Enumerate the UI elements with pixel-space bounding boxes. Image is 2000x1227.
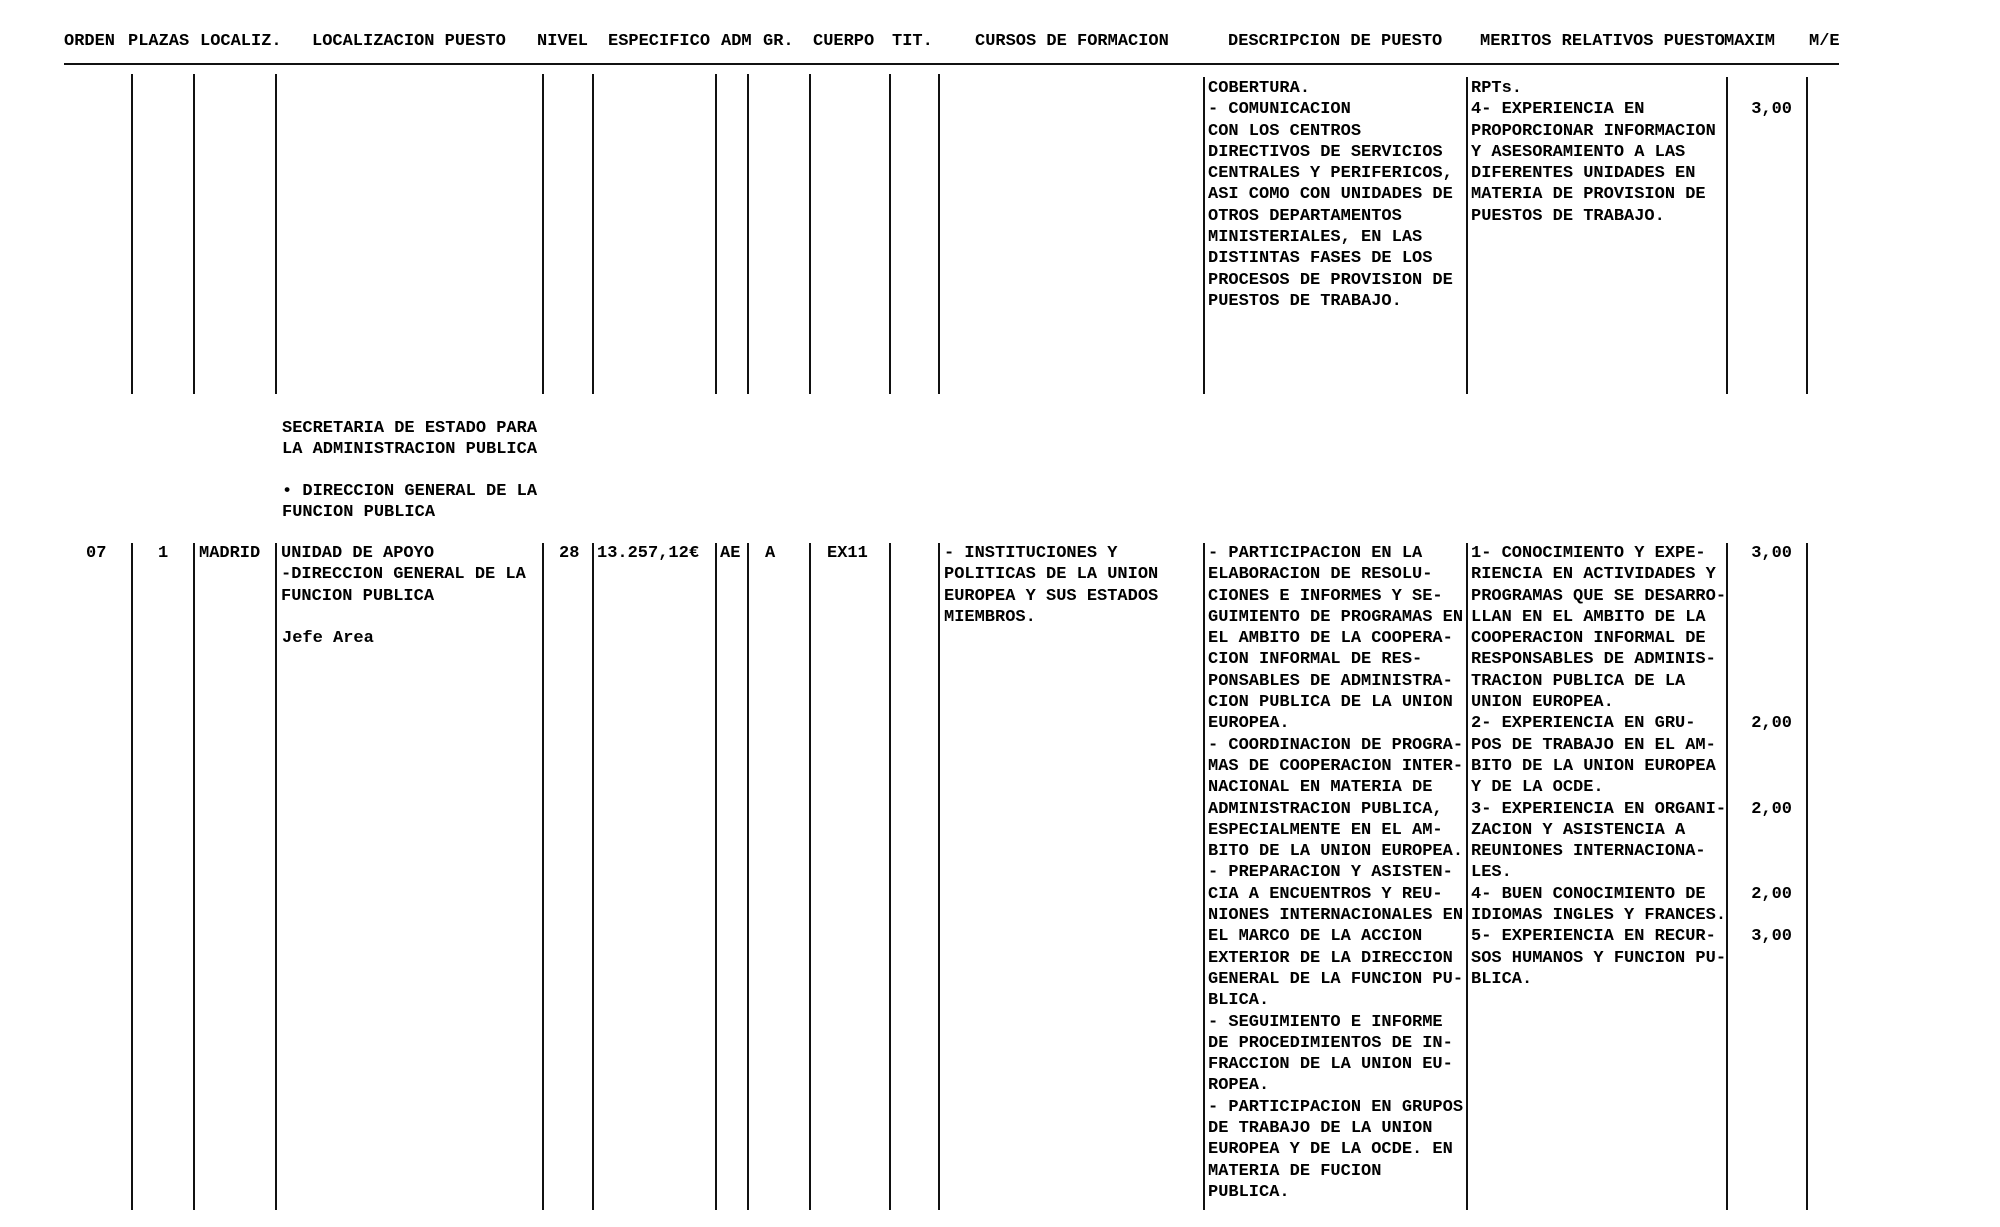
col-header-tit: TIT. (892, 32, 933, 51)
text-line: GENERAL DE LA FUNCION PU- (1208, 969, 1464, 989)
maxim-blank (1730, 692, 1792, 713)
maxim-blank (1730, 735, 1792, 756)
text-line: DISTINTAS FASES DE LOS (1208, 249, 1433, 269)
text-line: PUESTOS DE TRABAJO. (1471, 206, 1665, 226)
col-header-meritos: MERITOS RELATIVOS PUESTO (1480, 32, 1725, 51)
maxim-blank (1730, 756, 1792, 777)
cell-maxim (1730, 543, 1792, 990)
text-line: FUNCION PUBLICA (282, 503, 436, 523)
cell-gr: A (765, 544, 776, 563)
col-header-maxim: MAXIM (1724, 32, 1776, 51)
cell-cursos (944, 543, 1158, 628)
text-line: ESPECIALMENTE EN EL AM- (1208, 820, 1443, 840)
text-line: ADMINISTRACION PUBLICA, (1208, 799, 1443, 819)
maxim-blank (1730, 671, 1792, 692)
text-line: PUBLICA. (1208, 1182, 1290, 1202)
text-line: EUROPEA Y SUS ESTADOS (944, 586, 1159, 606)
text-line: ZACION Y ASISTENCIA A (1471, 820, 1686, 840)
column-divider (747, 543, 749, 1210)
text-line: PUESTOS DE TRABAJO. (1208, 291, 1402, 311)
maxim-blank (1730, 184, 1792, 205)
col-header-orden: ORDEN (64, 32, 116, 51)
text-line: SECRETARIA DE ESTADO PARA (282, 419, 538, 438)
column-divider (1806, 543, 1808, 1210)
maxim-blank (1730, 586, 1792, 607)
maxim-value: 3,00 (1751, 544, 1792, 563)
text-line: MAS DE COOPERACION INTER- (1208, 756, 1464, 776)
column-divider (1203, 543, 1205, 1210)
text-line: 5- EXPERIENCIA EN RECUR- (1471, 927, 1716, 947)
text-line: OTROS DEPARTAMENTOS (1208, 206, 1402, 226)
text-line: FRACCION DE LA UNION EU- (1208, 1055, 1453, 1075)
text-line: 4- BUEN CONOCIMIENTO DE (1471, 884, 1706, 904)
text-line: UNION EUROPEA. (1471, 693, 1614, 713)
text-line: DIRECTIVOS DE SERVICIOS (1208, 142, 1443, 162)
column-divider (592, 543, 594, 1210)
text-line: EL MARCO DE LA ACCION (1208, 927, 1423, 947)
text-line: MINISTERIALES, EN LAS (1208, 228, 1423, 248)
column-divider (1466, 77, 1468, 394)
text-line: Y DE LA OCDE. (1471, 778, 1604, 798)
text-line: - PARTICIPACION EN LA (1208, 544, 1423, 563)
text-line: UNIDAD DE APOYO (281, 544, 435, 563)
maxim-blank (1730, 862, 1792, 883)
text-line: NACIONAL EN MATERIA DE (1208, 778, 1433, 798)
text-line: NIONES INTERNACIONALES EN (1208, 906, 1464, 926)
column-divider (938, 543, 940, 1210)
cell-adm: AE (720, 544, 741, 563)
text-line: MATERIA DE PROVISION DE (1471, 185, 1706, 205)
cell-meritos (1471, 543, 1726, 990)
maxim-blank (1730, 163, 1792, 184)
maxim-blank (1730, 948, 1792, 969)
row-continued-meritos (1471, 78, 1716, 227)
maxim-blank (1730, 905, 1792, 926)
maxim-value: 3,00 (1751, 100, 1792, 120)
cell-puesto: Jefe Area (282, 629, 374, 648)
text-line: DE TRABAJO DE LA UNION (1208, 1119, 1433, 1139)
column-divider (938, 74, 940, 394)
section-unidad (282, 481, 537, 524)
text-line: BLICA. (1471, 969, 1533, 989)
text-line: MATERIA DE FUCION (1208, 1161, 1382, 1181)
text-line: ASI COMO CON UNIDADES DE (1208, 185, 1453, 205)
column-divider (809, 74, 811, 394)
maxim-value: 2,00 (1751, 884, 1792, 904)
column-divider (542, 543, 544, 1210)
column-divider (1806, 77, 1808, 394)
text-line: 3- EXPERIENCIA EN ORGANI- (1471, 799, 1727, 819)
maxim-blank (1730, 841, 1792, 862)
text-line: DE PROCEDIMIENTOS DE IN- (1208, 1033, 1453, 1053)
text-line: BITO DE LA UNION EUROPEA (1471, 756, 1716, 776)
text-line: COOPERACION INFORMAL DE (1471, 629, 1706, 649)
text-line: CION INFORMAL DE RES- (1208, 650, 1423, 670)
text-line: - PARTICIPACION EN GRUPOS (1208, 1097, 1464, 1117)
text-line: - COORDINACION DE PROGRA- (1208, 735, 1464, 755)
text-line: REUNIONES INTERNACIONA- (1471, 842, 1706, 862)
col-header-cursos: CURSOS DE FORMACION (975, 32, 1169, 51)
cell-localiz: MADRID (199, 544, 261, 563)
column-divider (1203, 77, 1205, 394)
col-header-localiz: LOCALIZ. (200, 32, 282, 51)
text-line: TRACION PUBLICA DE LA (1471, 671, 1686, 691)
text-line: -DIRECCION GENERAL DE LA (281, 565, 526, 585)
col-header-cuerpo: CUERPO (813, 32, 875, 51)
text-line: CON LOS CENTROS (1208, 121, 1362, 141)
text-line: LES. (1471, 863, 1512, 883)
col-header-nivel: NIVEL (537, 32, 589, 51)
cell-especifico: 13.257,12€ (597, 544, 700, 563)
column-divider (809, 543, 811, 1210)
col-header-especifico: ESPECIFICO (608, 32, 711, 51)
col-header-descripcion: DESCRIPCION DE PUESTO (1228, 32, 1443, 51)
maxim-blank (1730, 628, 1792, 649)
cell-nivel: 28 (559, 544, 580, 563)
column-divider (747, 74, 749, 394)
text-line: MIEMBROS. (944, 607, 1036, 627)
maxim-blank (1730, 649, 1792, 670)
column-divider (275, 543, 277, 1210)
column-divider (1726, 543, 1728, 1210)
text-line: GUIMIENTO DE PROGRAMAS EN (1208, 607, 1464, 627)
text-line: FUNCION PUBLICA (281, 586, 435, 606)
maxim-blank (1730, 607, 1792, 628)
maxim-blank (1730, 564, 1792, 585)
column-divider (1726, 77, 1728, 394)
text-line: RPTs. (1471, 79, 1523, 98)
text-line: CION PUBLICA DE LA UNION (1208, 693, 1453, 713)
column-divider (275, 74, 277, 394)
column-divider (131, 543, 133, 1210)
column-divider (542, 74, 544, 394)
cell-localizacion-puesto (281, 543, 526, 607)
text-line: - INSTITUCIONES Y (944, 544, 1118, 563)
col-header-plazas: PLAZAS (128, 32, 190, 51)
text-line: IDIOMAS INGLES Y FRANCES. (1471, 906, 1727, 926)
text-line: DIFERENTES UNIDADES EN (1471, 164, 1696, 184)
maxim-blank (1730, 78, 1792, 99)
row-continued-descripcion (1208, 78, 1453, 312)
text-line: EUROPEA. (1208, 714, 1290, 734)
text-line: POLITICAS DE LA UNION (944, 565, 1159, 585)
column-divider (715, 74, 717, 394)
text-line: - SEGUIMIENTO E INFORME (1208, 1012, 1443, 1032)
text-line: - PREPARACION Y ASISTEN- (1208, 863, 1453, 883)
row-continued-maxim (1730, 78, 1792, 227)
text-line: LLAN EN EL AMBITO DE LA (1471, 607, 1706, 627)
text-line: PROCESOS DE PROVISION DE (1208, 270, 1453, 290)
section-organismo (282, 418, 537, 461)
text-line: CIA A ENCUENTROS Y REU- (1208, 884, 1443, 904)
col-header-gr: GR. (763, 32, 794, 51)
col-header-me: M/E (1809, 32, 1840, 51)
text-line: COBERTURA. (1208, 79, 1311, 98)
text-line: SOS HUMANOS Y FUNCION PU- (1471, 948, 1727, 968)
maxim-blank (1730, 777, 1792, 798)
column-divider (193, 74, 195, 394)
maxim-blank (1730, 121, 1792, 142)
cell-plazas: 1 (158, 544, 169, 563)
text-line: POS DE TRABAJO EN EL AM- (1471, 735, 1716, 755)
text-line: EXTERIOR DE LA DIRECCION (1208, 948, 1453, 968)
text-line: - COMUNICACION (1208, 100, 1351, 120)
text-line: Y ASESORAMIENTO A LAS (1471, 142, 1686, 162)
cell-descripcion (1208, 543, 1463, 1203)
column-divider (131, 74, 133, 394)
column-divider (889, 543, 891, 1210)
text-line: RIENCIA EN ACTIVIDADES Y (1471, 565, 1716, 585)
column-divider (1466, 543, 1468, 1210)
text-line: EL AMBITO DE LA COOPERA- (1208, 629, 1453, 649)
maxim-blank (1730, 820, 1792, 841)
text-line: BITO DE LA UNION EUROPEA. (1208, 842, 1464, 862)
column-divider (715, 543, 717, 1210)
maxim-value: 3,00 (1751, 927, 1792, 947)
maxim-value: 2,00 (1751, 714, 1792, 734)
header-rule (64, 63, 1839, 65)
text-line: RESPONSABLES DE ADMINIS- (1471, 650, 1716, 670)
text-line: CENTRALES Y PERIFERICOS, (1208, 164, 1453, 184)
text-line: ROPEA. (1208, 1076, 1270, 1096)
col-header-adm: ADM (721, 32, 752, 51)
maxim-blank (1730, 142, 1792, 163)
text-line: PONSABLES DE ADMINISTRA- (1208, 671, 1453, 691)
text-line: CIONES E INFORMES Y SE- (1208, 586, 1443, 606)
text-line: 4- EXPERIENCIA EN (1471, 100, 1645, 120)
column-divider (889, 74, 891, 394)
column-divider (193, 543, 195, 1210)
text-line: 1- CONOCIMIENTO Y EXPE- (1471, 544, 1706, 563)
text-line: PROPORCIONAR INFORMACION (1471, 121, 1716, 141)
text-line: • DIRECCION GENERAL DE LA (282, 482, 538, 501)
cell-orden: 07 (86, 544, 107, 563)
column-divider (592, 74, 594, 394)
cell-cuerpo: EX11 (827, 544, 868, 563)
text-line: LA ADMINISTRACION PUBLICA (282, 440, 538, 460)
maxim-blank (1730, 969, 1792, 990)
text-line: PROGRAMAS QUE SE DESARRO- (1471, 586, 1727, 606)
maxim-blank (1730, 206, 1792, 227)
text-line: ELABORACION DE RESOLU- (1208, 565, 1433, 585)
text-line: 2- EXPERIENCIA EN GRU- (1471, 714, 1696, 734)
text-line: BLICA. (1208, 991, 1270, 1011)
maxim-value: 2,00 (1751, 799, 1792, 819)
text-line: EUROPEA Y DE LA OCDE. EN (1208, 1140, 1453, 1160)
col-header-localizacion-puesto: LOCALIZACION PUESTO (312, 32, 506, 51)
